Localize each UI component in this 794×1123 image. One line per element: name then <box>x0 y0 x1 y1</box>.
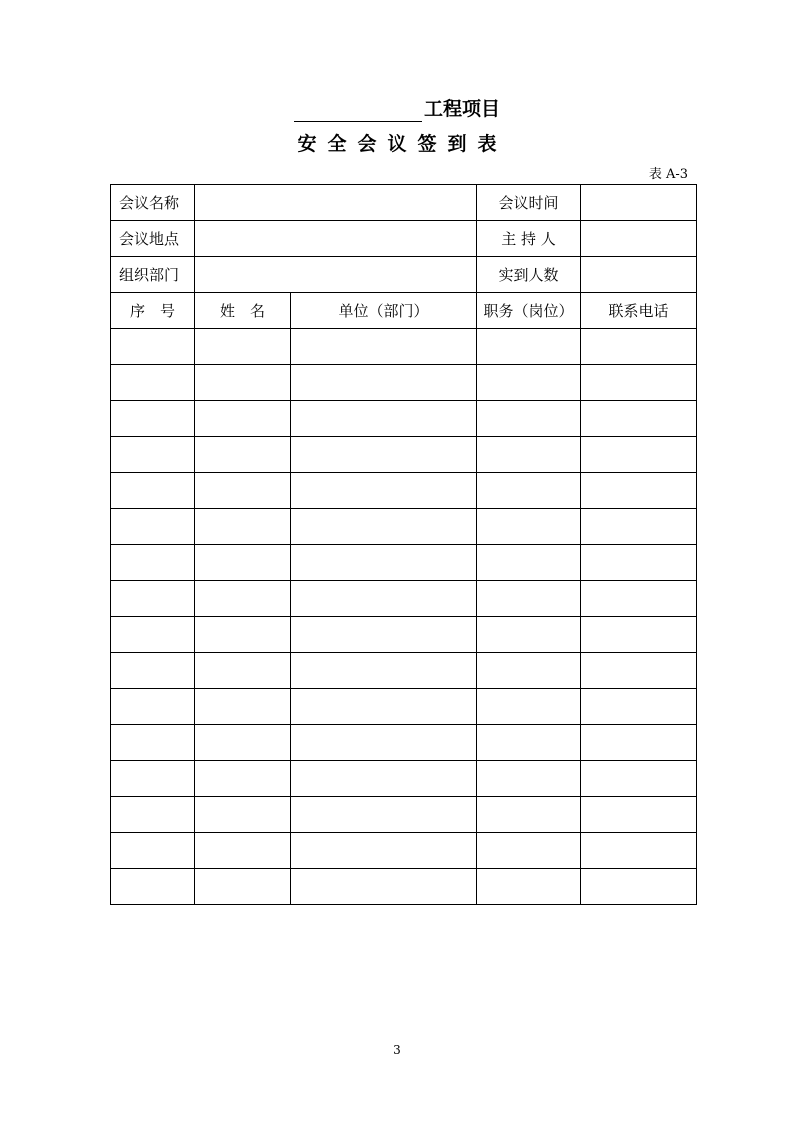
signature-row <box>111 689 697 725</box>
info-label: 会议地点 <box>111 221 195 257</box>
serial-cell[interactable] <box>111 545 195 581</box>
serial-cell[interactable] <box>111 869 195 905</box>
position-cell[interactable] <box>477 725 581 761</box>
phone-cell[interactable] <box>581 473 697 509</box>
name-cell[interactable] <box>195 581 291 617</box>
phone-cell[interactable] <box>581 725 697 761</box>
unit-cell[interactable] <box>291 797 477 833</box>
phone-cell[interactable] <box>581 437 697 473</box>
unit-cell[interactable] <box>291 689 477 725</box>
serial-cell[interactable] <box>111 725 195 761</box>
serial-cell[interactable] <box>111 365 195 401</box>
position-cell[interactable] <box>477 509 581 545</box>
unit-cell[interactable] <box>291 509 477 545</box>
info-label: 会议时间 <box>477 185 581 221</box>
document-title: 安全会议签到表 <box>297 133 508 155</box>
name-cell[interactable] <box>195 761 291 797</box>
unit-cell[interactable] <box>291 401 477 437</box>
host-field[interactable] <box>581 221 697 257</box>
position-cell[interactable] <box>477 617 581 653</box>
column-header-position: 职务（岗位） <box>477 293 581 329</box>
position-cell[interactable] <box>477 653 581 689</box>
signature-row <box>111 797 697 833</box>
unit-cell[interactable] <box>291 617 477 653</box>
position-cell[interactable] <box>477 473 581 509</box>
column-header-row <box>111 293 697 329</box>
serial-cell[interactable] <box>111 653 195 689</box>
position-cell[interactable] <box>477 329 581 365</box>
info-label: 组织部门 <box>111 257 195 293</box>
phone-cell[interactable] <box>581 869 697 905</box>
signature-row <box>111 509 697 545</box>
phone-cell[interactable] <box>581 365 697 401</box>
position-cell[interactable] <box>477 869 581 905</box>
phone-cell[interactable] <box>581 653 697 689</box>
unit-cell[interactable] <box>291 365 477 401</box>
info-row <box>111 221 697 257</box>
info-label: 实到人数 <box>477 257 581 293</box>
position-cell[interactable] <box>477 365 581 401</box>
name-cell[interactable] <box>195 617 291 653</box>
attendance-count-field[interactable] <box>581 257 697 293</box>
name-cell[interactable] <box>195 833 291 869</box>
serial-cell[interactable] <box>111 329 195 365</box>
column-header-unit: 单位（部门） <box>291 293 477 329</box>
info-row <box>111 185 697 221</box>
signature-row <box>111 617 697 653</box>
serial-cell[interactable] <box>111 797 195 833</box>
signature-row <box>111 761 697 797</box>
phone-cell[interactable] <box>581 329 697 365</box>
unit-cell[interactable] <box>291 833 477 869</box>
unit-cell[interactable] <box>291 329 477 365</box>
position-cell[interactable] <box>477 761 581 797</box>
sign-in-table <box>110 184 697 905</box>
page-number: 3 <box>393 1043 401 1057</box>
position-cell[interactable] <box>477 797 581 833</box>
serial-cell[interactable] <box>111 761 195 797</box>
info-label: 会议名称 <box>111 185 195 221</box>
meeting-time-field[interactable] <box>581 185 697 221</box>
form-code: 表 A-3 <box>648 167 688 182</box>
signature-row <box>111 869 697 905</box>
phone-cell[interactable] <box>581 797 697 833</box>
unit-cell[interactable] <box>291 761 477 797</box>
name-cell[interactable] <box>195 365 291 401</box>
project-title <box>0 96 794 122</box>
column-header-name: 姓 名 <box>195 293 291 329</box>
name-cell[interactable] <box>195 473 291 509</box>
phone-cell[interactable] <box>581 509 697 545</box>
signature-row <box>111 581 697 617</box>
unit-cell[interactable] <box>291 545 477 581</box>
signature-row <box>111 329 697 365</box>
unit-cell[interactable] <box>291 869 477 905</box>
name-cell[interactable] <box>195 725 291 761</box>
info-label: 主 持 人 <box>477 221 581 257</box>
signature-row <box>111 473 697 509</box>
info-row <box>111 257 697 293</box>
serial-cell[interactable] <box>111 509 195 545</box>
serial-cell[interactable] <box>111 581 195 617</box>
unit-cell[interactable] <box>291 653 477 689</box>
unit-cell[interactable] <box>291 581 477 617</box>
position-cell[interactable] <box>477 401 581 437</box>
name-cell[interactable] <box>195 329 291 365</box>
meeting-name-field[interactable] <box>195 185 477 221</box>
name-cell[interactable] <box>195 797 291 833</box>
name-cell[interactable] <box>195 869 291 905</box>
serial-cell[interactable] <box>111 617 195 653</box>
signature-row <box>111 365 697 401</box>
signature-row <box>111 545 697 581</box>
position-cell[interactable] <box>477 437 581 473</box>
project-name-blank[interactable] <box>294 101 422 122</box>
meeting-location-field[interactable] <box>195 221 477 257</box>
unit-cell[interactable] <box>291 437 477 473</box>
name-cell[interactable] <box>195 689 291 725</box>
unit-cell[interactable] <box>291 473 477 509</box>
phone-cell[interactable] <box>581 689 697 725</box>
name-cell[interactable] <box>195 653 291 689</box>
phone-cell[interactable] <box>581 833 697 869</box>
organizing-department-field[interactable] <box>195 257 477 293</box>
position-cell[interactable] <box>477 545 581 581</box>
name-cell[interactable] <box>195 437 291 473</box>
serial-cell[interactable] <box>111 833 195 869</box>
position-cell[interactable] <box>477 581 581 617</box>
signature-row <box>111 725 697 761</box>
phone-cell[interactable] <box>581 581 697 617</box>
serial-cell[interactable] <box>111 437 195 473</box>
unit-cell[interactable] <box>291 725 477 761</box>
position-cell[interactable] <box>477 833 581 869</box>
signature-row <box>111 401 697 437</box>
serial-cell[interactable] <box>111 401 195 437</box>
name-cell[interactable] <box>195 509 291 545</box>
column-header-serial: 序 号 <box>111 293 195 329</box>
phone-cell[interactable] <box>581 761 697 797</box>
serial-cell[interactable] <box>111 689 195 725</box>
phone-cell[interactable] <box>581 545 697 581</box>
phone-cell[interactable] <box>581 401 697 437</box>
column-header-phone: 联系电话 <box>581 293 697 329</box>
sign-in-table-body <box>111 185 697 905</box>
name-cell[interactable] <box>195 545 291 581</box>
name-cell[interactable] <box>195 401 291 437</box>
phone-cell[interactable] <box>581 617 697 653</box>
signature-row <box>111 833 697 869</box>
serial-cell[interactable] <box>111 473 195 509</box>
signature-row <box>111 653 697 689</box>
project-title-suffix: 工程项目 <box>423 98 500 120</box>
signature-row <box>111 437 697 473</box>
position-cell[interactable] <box>477 689 581 725</box>
